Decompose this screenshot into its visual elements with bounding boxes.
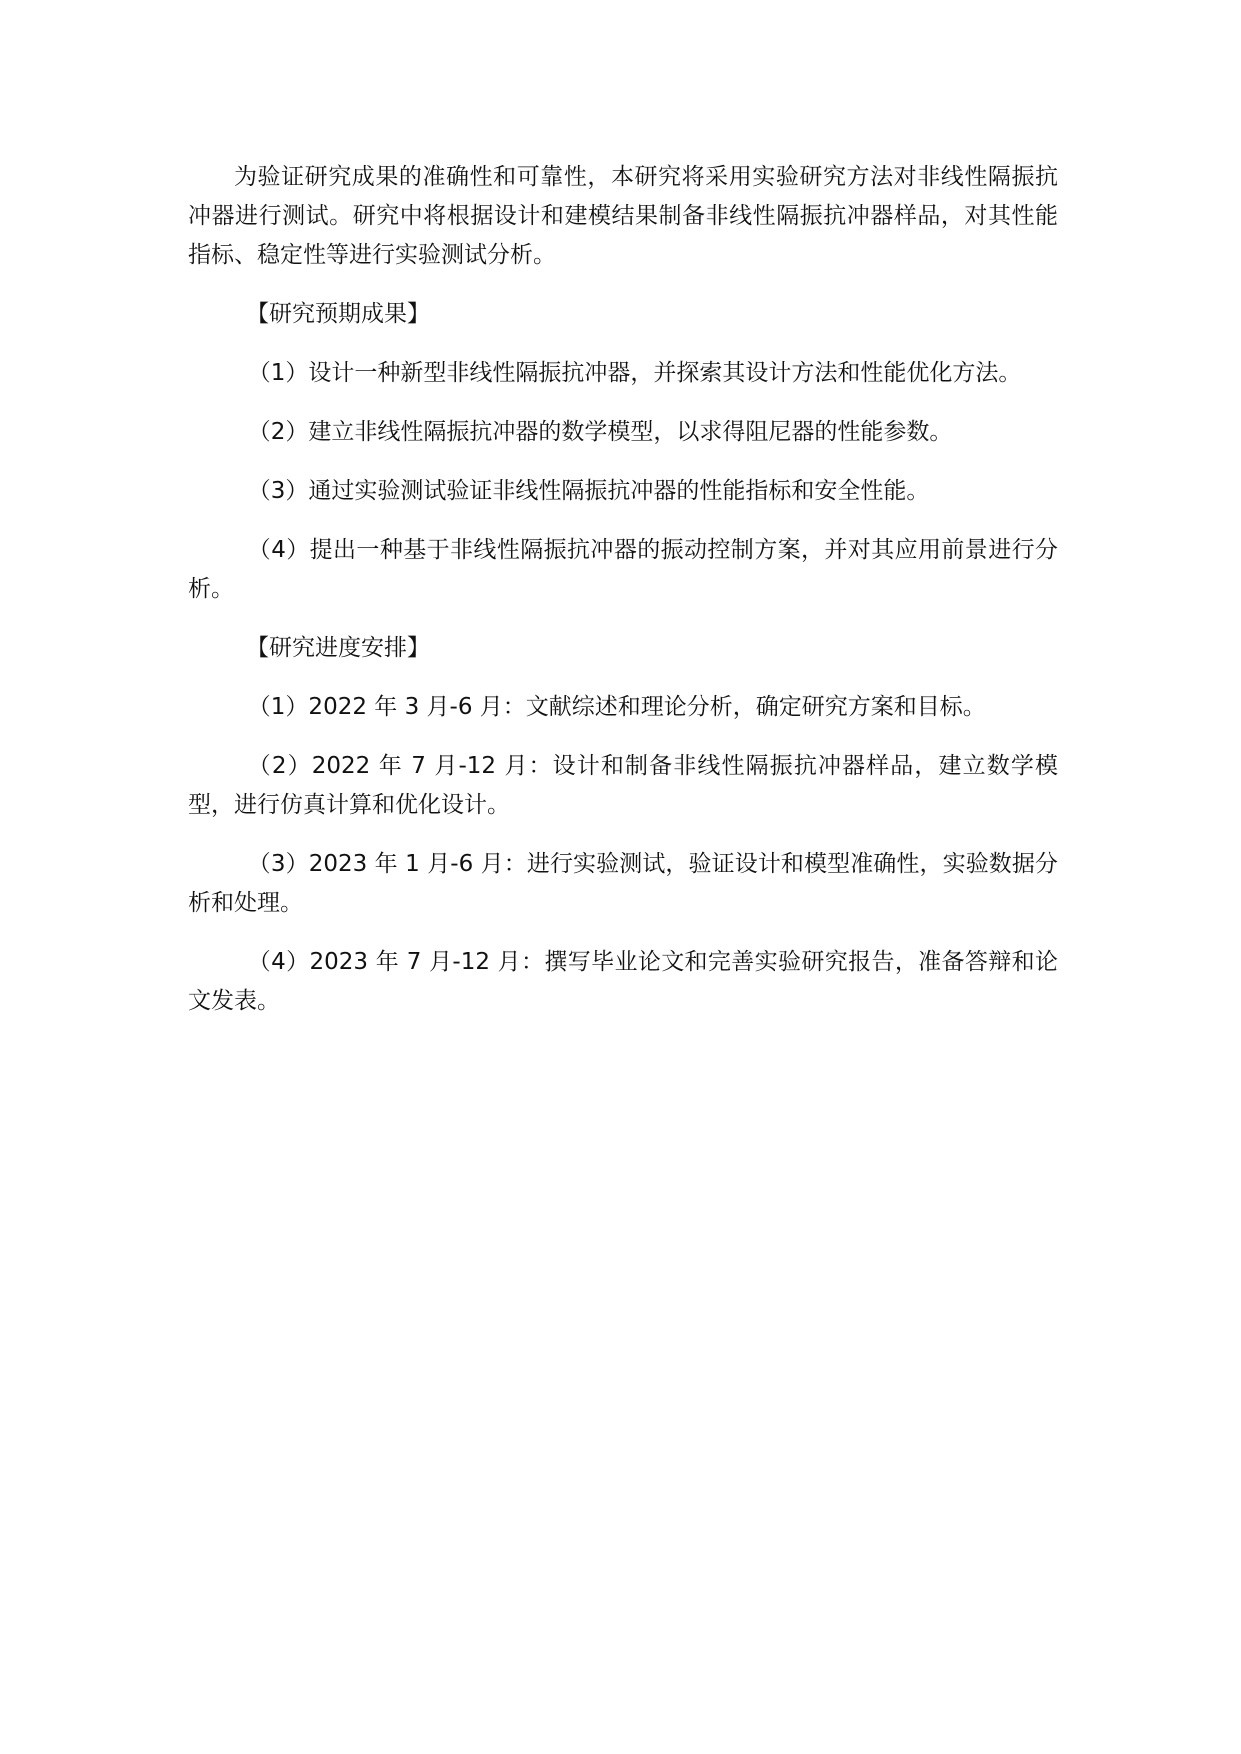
outcome-item: （1）设计一种新型非线性隔振抗冲器，并探索其设计方法和性能优化方法。 [247, 360, 1022, 386]
document-body [188, 158, 1058, 1041]
schedule-heading: 【研究进度安排】 [246, 635, 430, 661]
schedule-item: （3）2023 年 1 月-6 月：进行实验测试，验证设计和模型准确性，实验数据分析和处理。 [188, 851, 1058, 916]
outcome-item: （3）通过实验测试验证非线性隔振抗冲器的性能指标和安全性能。 [247, 478, 930, 504]
outcome-item: （2）建立非线性隔振抗冲器的数学模型，以求得阻尼器的性能参数。 [247, 419, 953, 445]
schedule-item: （1）2022 年 3 月-6 月：文献综述和理论分析，确定研究方案和目标。 [247, 694, 986, 720]
schedule-item: （2）2022 年 7 月-12 月：设计和制备非线性隔振抗冲器样品，建立数学模型，进行仿真计算和优化设计。 [188, 753, 1058, 818]
schedule-item: （4）2023 年 7 月-12 月：撰写毕业论文和完善实验研究报告，准备答辩和论文发表。 [188, 949, 1058, 1014]
intro-paragraph: 为验证研究成果的准确性和可靠性，本研究将采用实验研究方法对非线性隔振抗冲器进行测试。研究中将根据设计和建模结果制备非线性隔振抗冲器样品，对其性能指标、稳定性等进行实验测试分析。 [188, 164, 1058, 268]
outcome-item: （4）提出一种基于非线性隔振抗冲器的振动控制方案，并对其应用前景进行分析。 [188, 537, 1058, 602]
outcomes-heading: 【研究预期成果】 [246, 301, 430, 327]
